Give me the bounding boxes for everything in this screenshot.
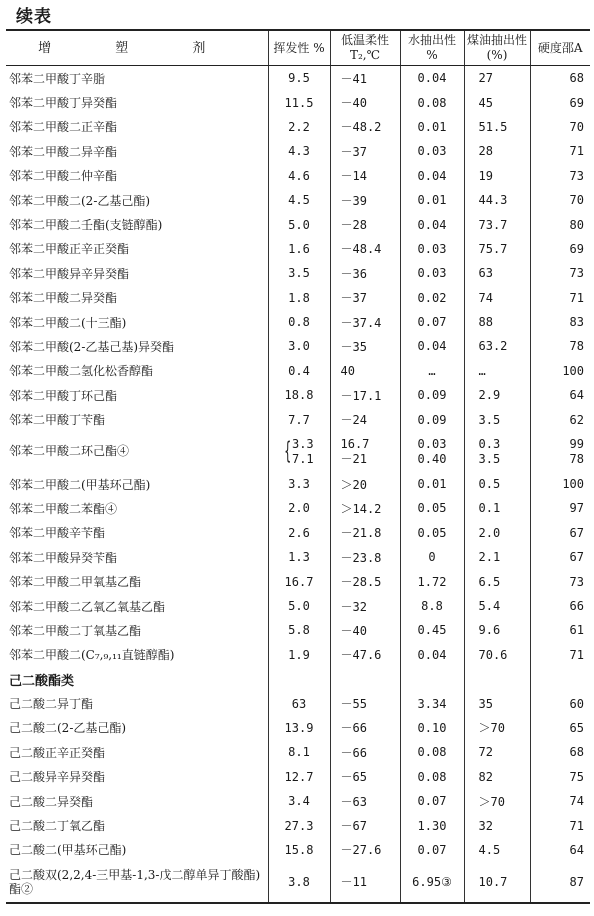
water-extraction-value: 0.05 (400, 496, 464, 520)
plasticizer-name: 邻苯二甲酸二(2-乙基己酯) (9, 193, 151, 208)
volatility-value: 1.3 (268, 545, 330, 569)
table-row (6, 716, 590, 740)
low-temp-value: －14 (330, 164, 400, 188)
low-temp-value: 40 (330, 359, 400, 383)
low-temp-value: －66 (330, 716, 400, 740)
kerosene-extraction-value: 51.5 (464, 115, 530, 139)
table-row (6, 740, 590, 764)
water-extraction-value: 0.07 (400, 838, 464, 862)
water-extraction-value: 0.07 (400, 310, 464, 334)
kerosene-extraction-value: 70.6 (464, 643, 530, 667)
water-extraction-value: 0.07 (400, 789, 464, 813)
hardness-value: 73 (530, 261, 590, 285)
plasticizer-name: 己二酸二异癸酯 (9, 794, 94, 809)
water-extraction-value: 0.04 (400, 643, 464, 667)
kerosene-extraction-value: 2.1 (464, 545, 530, 569)
water-extraction-value: 1.30 (400, 813, 464, 837)
table-caption: 续表 (16, 7, 52, 27)
kerosene-extraction-value: 27 (464, 66, 530, 91)
low-temp-value: 16.7 －21 (330, 432, 400, 472)
volatility-value: 1.9 (268, 643, 330, 667)
kerosene-extraction-value: 32 (464, 813, 530, 837)
table-row (6, 569, 590, 593)
table-row (6, 643, 590, 667)
kerosene-extraction-value: 44.3 (464, 188, 530, 212)
volatility-value: 3.8 (268, 862, 330, 903)
hardness-value: 60 (530, 691, 590, 715)
volatility-value: 5.8 (268, 618, 330, 642)
low-temp-value: －48.2 (330, 115, 400, 139)
hardness-value: 61 (530, 618, 590, 642)
low-temp-value: －47.6 (330, 643, 400, 667)
volatility-value: 3.3 (268, 472, 330, 496)
volatility-value: 63 (268, 691, 330, 715)
low-temp-value: －24 (330, 407, 400, 431)
low-temp-value: －40 (330, 618, 400, 642)
hardness-value: 67 (530, 545, 590, 569)
kerosene-extraction-value: 2.9 (464, 383, 530, 407)
kerosene-extraction-value: 9.6 (464, 618, 530, 642)
volatility-value: 11.5 (268, 90, 330, 114)
table-row (6, 545, 590, 569)
plasticizer-name: 邻苯二甲酸二乙氧乙氧基乙酯 (9, 599, 166, 614)
plasticizer-name: 己二酸二(甲基环己酯) (9, 843, 127, 858)
plasticizer-name: 邻苯二甲酸辛苄酯 (9, 526, 106, 541)
volatility-value: 5.0 (268, 594, 330, 618)
plasticizer-name: 邻苯二甲酸二甲氧基乙酯 (9, 575, 142, 590)
water-extraction-value: … (400, 359, 464, 383)
hardness-value: 83 (530, 310, 590, 334)
table-row (6, 90, 590, 114)
plasticizer-name: 邻苯二甲酸丁辛脂 (9, 71, 106, 86)
table-row (6, 286, 590, 310)
empty-cell (400, 667, 464, 691)
empty-cell (464, 667, 530, 691)
table-row (6, 237, 590, 261)
table-row (6, 334, 590, 358)
volatility-value: 2.0 (268, 496, 330, 520)
table-row (6, 521, 590, 545)
table-row (6, 164, 590, 188)
plasticizer-name: 邻苯二甲酸二正辛酯 (9, 120, 118, 135)
plasticizer-name: 邻苯二甲酸丁苄酯 (9, 413, 106, 428)
water-extraction-value: 0.02 (400, 286, 464, 310)
hardness-value: 99 78 (530, 432, 590, 472)
plasticizer-table (6, 29, 590, 904)
water-extraction-value: 0.01 (400, 115, 464, 139)
hardness-value: 70 (530, 115, 590, 139)
brace-icon: { (284, 437, 291, 467)
table-row (6, 691, 590, 715)
water-extraction-value: 0.09 (400, 407, 464, 431)
low-temp-value: －66 (330, 740, 400, 764)
water-extraction-value: 0.08 (400, 740, 464, 764)
hardness-value: 66 (530, 594, 590, 618)
kerosene-extraction-value: ＞70 (464, 716, 530, 740)
low-temp-value: ＞14.2 (330, 496, 400, 520)
hardness-value: 69 (530, 90, 590, 114)
plasticizer-name: 己二酸二丁氧乙酯 (9, 819, 106, 834)
water-extraction-value: 0.03 0.40 (400, 432, 464, 472)
kerosene-extraction-value: 0.3 3.5 (464, 432, 530, 472)
volatility-value: 18.8 (268, 383, 330, 407)
kerosene-extraction-value: 6.5 (464, 569, 530, 593)
water-extraction-value: 0.01 (400, 188, 464, 212)
hardness-value: 74 (530, 789, 590, 813)
kerosene-extraction-value: 74 (464, 286, 530, 310)
table-row (6, 115, 590, 139)
kerosene-extraction-value: 88 (464, 310, 530, 334)
low-temp-value: －32 (330, 594, 400, 618)
header-row (6, 30, 590, 66)
water-extraction-value: 0 (400, 545, 464, 569)
table-row (6, 66, 590, 91)
header-kerosene-extraction: 煤油抽出性(%) (464, 30, 530, 66)
low-temp-value: －17.1 (330, 383, 400, 407)
volatility-value: 15.8 (268, 838, 330, 862)
low-temp-value: －63 (330, 789, 400, 813)
hardness-value: 73 (530, 164, 590, 188)
hardness-value: 100 (530, 359, 590, 383)
water-extraction-value: 0.10 (400, 716, 464, 740)
hardness-value: 62 (530, 407, 590, 431)
kerosene-extraction-value: 63.2 (464, 334, 530, 358)
low-temp-value: －23.8 (330, 545, 400, 569)
header-hardness: 硬度邵A (530, 30, 590, 66)
volatility-value: 3.5 (268, 261, 330, 285)
header-volatility: 挥发性 % (268, 30, 330, 66)
kerosene-extraction-value: ＞70 (464, 789, 530, 813)
table-row (6, 789, 590, 813)
kerosene-extraction-value: 0.1 (464, 496, 530, 520)
plasticizer-name: 邻苯二甲酸丁环己酯 (9, 388, 118, 403)
table-row (6, 594, 590, 618)
water-extraction-value: 0.09 (400, 383, 464, 407)
plasticizer-name: 邻苯二甲酸二氢化松香醇酯 (9, 364, 154, 379)
low-temp-value: －35 (330, 334, 400, 358)
hardness-value: 97 (530, 496, 590, 520)
volatility-value: 13.9 (268, 716, 330, 740)
volatility-value: 8.1 (268, 740, 330, 764)
kerosene-extraction-value: 63 (464, 261, 530, 285)
volatility-value: 1.6 (268, 237, 330, 261)
plasticizer-name: 邻苯二甲酸二(甲基环己酯) (9, 477, 151, 492)
kerosene-extraction-value: 5.4 (464, 594, 530, 618)
section-title: 己二酸酯类 (9, 673, 75, 689)
section-row (6, 667, 590, 691)
volatility-value: 3.0 (268, 334, 330, 358)
hardness-value: 87 (530, 862, 590, 903)
hardness-value: 73 (530, 569, 590, 593)
low-temp-value: －37 (330, 286, 400, 310)
plasticizer-name: 邻苯二甲酸正辛正癸酯 (9, 242, 130, 257)
volatility-value: 12.7 (268, 765, 330, 789)
table-row (6, 813, 590, 837)
volatility-value: 9.5 (268, 66, 330, 91)
plasticizer-name: 己二酸二(2-乙基己酯) (9, 721, 127, 736)
water-extraction-value: 0.08 (400, 90, 464, 114)
volatility-value: 5.0 (268, 212, 330, 236)
volatility-value: 4.6 (268, 164, 330, 188)
table-row (6, 383, 590, 407)
low-temp-value: －28.5 (330, 569, 400, 593)
table-row (6, 496, 590, 520)
low-temp-value: －48.4 (330, 237, 400, 261)
plasticizer-name: 己二酸异辛异癸酯 (9, 770, 106, 785)
plasticizer-name: 邻苯二甲酸二壬酯(支链醇酯) (9, 218, 163, 233)
plasticizer-name: 邻苯二甲酸二仲辛酯 (9, 169, 118, 184)
low-temp-value: －65 (330, 765, 400, 789)
table-row (6, 359, 590, 383)
volatility-value: 2.6 (268, 521, 330, 545)
empty-cell (330, 667, 400, 691)
table-row (6, 472, 590, 496)
low-temp-value: －37.4 (330, 310, 400, 334)
kerosene-extraction-value: 2.0 (464, 521, 530, 545)
kerosene-extraction-value: 35 (464, 691, 530, 715)
volatility-value: 2.2 (268, 115, 330, 139)
water-extraction-value: 0.04 (400, 212, 464, 236)
plasticizer-name: 己二酸正辛正癸酯 (9, 745, 106, 760)
low-temp-value: －67 (330, 813, 400, 837)
plasticizer-name: 邻苯二甲酸丁异癸酯 (9, 96, 118, 111)
volatility-value: 4.3 (268, 139, 330, 163)
kerosene-extraction-value: … (464, 359, 530, 383)
hardness-value: 80 (530, 212, 590, 236)
water-extraction-value: 0.45 (400, 618, 464, 642)
hardness-value: 64 (530, 838, 590, 862)
volatility-value: 16.7 (268, 569, 330, 593)
table-row (6, 310, 590, 334)
plasticizer-name: 邻苯二甲酸二异癸酯 (9, 291, 118, 306)
low-temp-value: －41 (330, 66, 400, 91)
plasticizer-name: 邻苯二甲酸异辛异癸酯 (9, 266, 130, 281)
water-extraction-value: 0.04 (400, 164, 464, 188)
hardness-value: 71 (530, 643, 590, 667)
low-temp-value: －40 (330, 90, 400, 114)
header-low-temp-flex: 低温柔性 T₂,℃ (330, 30, 400, 66)
plasticizer-name: 邻苯二甲酸二(十三酯) (9, 315, 127, 330)
kerosene-extraction-value: 4.5 (464, 838, 530, 862)
plasticizer-name: 邻苯二甲酸二苯酯④ (9, 501, 118, 516)
plasticizer-name: 邻苯二甲酸二环己酯④ (9, 444, 130, 459)
table-row (6, 618, 590, 642)
kerosene-extraction-value: 82 (464, 765, 530, 789)
hardness-value: 67 (530, 521, 590, 545)
water-extraction-value: 0.05 (400, 521, 464, 545)
kerosene-extraction-value: 73.7 (464, 212, 530, 236)
plasticizer-name: 邻苯二甲酸二异辛酯 (9, 144, 118, 159)
hardness-value: 78 (530, 334, 590, 358)
hardness-value: 69 (530, 237, 590, 261)
hardness-value: 71 (530, 813, 590, 837)
kerosene-extraction-value: 28 (464, 139, 530, 163)
table-row (6, 212, 590, 236)
water-extraction-value: 0.04 (400, 334, 464, 358)
water-extraction-value: 8.8 (400, 594, 464, 618)
hardness-value: 100 (530, 472, 590, 496)
water-extraction-value: 0.03 (400, 237, 464, 261)
plasticizer-name: 邻苯二甲酸二丁氧基乙酯 (9, 623, 142, 638)
low-temp-value: ＞20 (330, 472, 400, 496)
table-row (6, 838, 590, 862)
table-row (6, 432, 590, 472)
table-row (6, 139, 590, 163)
hardness-value: 70 (530, 188, 590, 212)
water-extraction-value: 0.03 (400, 261, 464, 285)
hardness-value: 68 (530, 66, 590, 91)
water-extraction-value: 1.72 (400, 569, 464, 593)
water-extraction-value: 0.01 (400, 472, 464, 496)
water-extraction-value: 0.08 (400, 765, 464, 789)
kerosene-extraction-value: 3.5 (464, 407, 530, 431)
volatility-value: 27.3 (268, 813, 330, 837)
kerosene-extraction-value: 75.7 (464, 237, 530, 261)
water-extraction-value: 0.03 (400, 139, 464, 163)
volatility-value: 3.4 (268, 789, 330, 813)
volatility-value: { 3.3 7.1 (268, 432, 330, 472)
table-row (6, 407, 590, 431)
low-temp-value: －37 (330, 139, 400, 163)
kerosene-extraction-value: 10.7 (464, 862, 530, 903)
header-plasticizer: 增 塑 剂 (6, 30, 268, 66)
volatility-value: 0.4 (268, 359, 330, 383)
low-temp-value: －36 (330, 261, 400, 285)
plasticizer-name: 邻苯二甲酸二(C₇,₉,₁₁直链醇酯) (9, 648, 175, 663)
volatility-value: 7.7 (268, 407, 330, 431)
kerosene-extraction-value: 72 (464, 740, 530, 764)
hardness-value: 75 (530, 765, 590, 789)
water-extraction-value: 0.04 (400, 66, 464, 91)
low-temp-value: －11 (330, 862, 400, 903)
header-water-extraction: 水抽出性 % (400, 30, 464, 66)
low-temp-value: －27.6 (330, 838, 400, 862)
low-temp-value: －55 (330, 691, 400, 715)
kerosene-extraction-value: 45 (464, 90, 530, 114)
kerosene-extraction-value: 0.5 (464, 472, 530, 496)
low-temp-value: －21.8 (330, 521, 400, 545)
plasticizer-name: 己二酸二异丁酯 (9, 697, 94, 712)
hardness-value: 68 (530, 740, 590, 764)
plasticizer-name: 邻苯二甲酸(2-乙基己基)异癸酯 (9, 339, 175, 354)
volatility-value: 4.5 (268, 188, 330, 212)
water-extraction-value: 3.34 (400, 691, 464, 715)
empty-cell (268, 667, 330, 691)
hardness-value: 71 (530, 139, 590, 163)
empty-cell (530, 667, 590, 691)
plasticizer-name: 邻苯二甲酸异癸苄酯 (9, 550, 118, 565)
hardness-value: 71 (530, 286, 590, 310)
table-row (6, 188, 590, 212)
low-temp-value: －28 (330, 212, 400, 236)
table-row (6, 261, 590, 285)
plasticizer-name: 己二酸双(2,2,4-三甲基-1,3-戊二醇单异丁酸酯)酯② (6, 862, 268, 903)
volatility-value: 1.8 (268, 286, 330, 310)
table-row (6, 862, 590, 903)
hardness-value: 64 (530, 383, 590, 407)
hardness-value: 65 (530, 716, 590, 740)
kerosene-extraction-value: 19 (464, 164, 530, 188)
table-row (6, 765, 590, 789)
water-extraction-value: 6.95③ (400, 862, 464, 903)
volatility-value: 0.8 (268, 310, 330, 334)
low-temp-value: －39 (330, 188, 400, 212)
